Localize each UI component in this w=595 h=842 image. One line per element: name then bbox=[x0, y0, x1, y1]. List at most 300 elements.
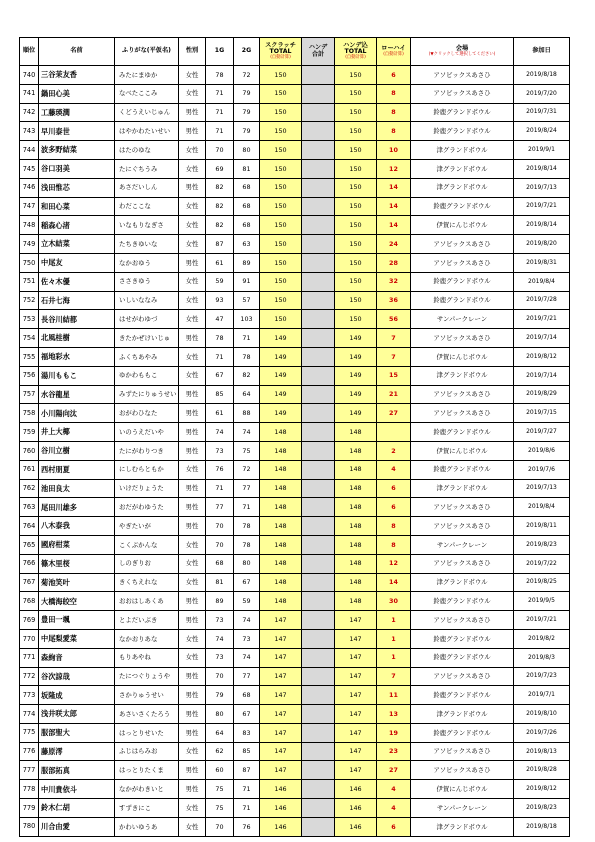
name-cell[interactable]: 浅井咲太郎 bbox=[39, 705, 115, 724]
kana-cell[interactable]: ゆかわももこ bbox=[115, 366, 179, 385]
gender-cell[interactable]: 女性 bbox=[179, 648, 206, 667]
kana-cell[interactable]: たちきゆいな bbox=[115, 235, 179, 254]
handicap-cell[interactable] bbox=[302, 629, 335, 648]
game1-score-cell[interactable]: 89 bbox=[206, 592, 234, 611]
name-cell[interactable]: 服部聖大 bbox=[39, 723, 115, 742]
kana-cell[interactable]: おおはしあくあ bbox=[115, 592, 179, 611]
venue-select[interactable]: 鈴鹿グランドボウル bbox=[411, 197, 514, 216]
venue-select[interactable]: アソビックスあさひ bbox=[411, 329, 514, 348]
date-cell[interactable]: 2019/7/15 bbox=[514, 404, 570, 423]
gender-cell[interactable]: 男性 bbox=[179, 329, 206, 348]
kana-cell[interactable]: みたにまゆか bbox=[115, 66, 179, 85]
gender-cell[interactable]: 女性 bbox=[179, 460, 206, 479]
venue-select[interactable]: 伊賀にんじボウル bbox=[411, 216, 514, 235]
handicap-cell[interactable] bbox=[302, 347, 335, 366]
name-cell[interactable]: 池田良太 bbox=[39, 479, 115, 498]
game1-score-cell[interactable]: 47 bbox=[206, 310, 234, 329]
handicap-cell[interactable] bbox=[302, 498, 335, 517]
venue-select[interactable]: アソビックスあさひ bbox=[411, 761, 514, 780]
gender-cell[interactable]: 男性 bbox=[179, 723, 206, 742]
gender-cell[interactable]: 女性 bbox=[179, 347, 206, 366]
gender-cell[interactable]: 女性 bbox=[179, 742, 206, 761]
game1-score-cell[interactable]: 87 bbox=[206, 235, 234, 254]
gender-cell[interactable]: 男性 bbox=[179, 517, 206, 536]
date-cell[interactable]: 2019/8/12 bbox=[514, 347, 570, 366]
handicap-cell[interactable] bbox=[302, 723, 335, 742]
handicap-cell[interactable] bbox=[302, 385, 335, 404]
venue-select[interactable]: アソビックスあさひ bbox=[411, 554, 514, 573]
game2-score-cell[interactable]: 89 bbox=[234, 253, 260, 272]
venue-select[interactable]: 津グランドボウル bbox=[411, 159, 514, 178]
gender-cell[interactable]: 男性 bbox=[179, 178, 206, 197]
date-cell[interactable]: 2019/8/23 bbox=[514, 535, 570, 554]
game1-score-cell[interactable]: 64 bbox=[206, 723, 234, 742]
game1-score-cell[interactable]: 79 bbox=[206, 686, 234, 705]
venue-select[interactable]: アソビックスあさひ bbox=[411, 404, 514, 423]
venue-select[interactable]: 伊賀にんじボウル bbox=[411, 780, 514, 799]
gender-cell[interactable]: 男性 bbox=[179, 385, 206, 404]
date-cell[interactable]: 2019/7/21 bbox=[514, 197, 570, 216]
name-cell[interactable]: 谷口羽美 bbox=[39, 159, 115, 178]
name-cell[interactable]: 佐々木優 bbox=[39, 272, 115, 291]
gender-cell[interactable]: 男性 bbox=[179, 404, 206, 423]
game2-score-cell[interactable]: 68 bbox=[234, 178, 260, 197]
handicap-cell[interactable] bbox=[302, 441, 335, 460]
kana-cell[interactable]: なかがわきいと bbox=[115, 780, 179, 799]
date-cell[interactable]: 2019/7/23 bbox=[514, 667, 570, 686]
handicap-cell[interactable] bbox=[302, 460, 335, 479]
kana-cell[interactable]: はたのゆな bbox=[115, 141, 179, 160]
kana-cell[interactable]: みずたにりゅうせい bbox=[115, 385, 179, 404]
game1-score-cell[interactable]: 61 bbox=[206, 253, 234, 272]
kana-cell[interactable]: さかりゅうせい bbox=[115, 686, 179, 705]
game2-score-cell[interactable]: 83 bbox=[234, 723, 260, 742]
gender-cell[interactable]: 女性 bbox=[179, 366, 206, 385]
date-cell[interactable]: 2019/8/14 bbox=[514, 216, 570, 235]
game2-score-cell[interactable]: 103 bbox=[234, 310, 260, 329]
gender-cell[interactable]: 男性 bbox=[179, 253, 206, 272]
game1-score-cell[interactable]: 82 bbox=[206, 216, 234, 235]
name-cell[interactable]: 尾田川雄多 bbox=[39, 498, 115, 517]
handicap-cell[interactable] bbox=[302, 479, 335, 498]
kana-cell[interactable]: たにつぐりょうや bbox=[115, 667, 179, 686]
game2-score-cell[interactable]: 63 bbox=[234, 235, 260, 254]
handicap-cell[interactable] bbox=[302, 216, 335, 235]
game2-score-cell[interactable]: 82 bbox=[234, 366, 260, 385]
handicap-cell[interactable] bbox=[302, 799, 335, 818]
name-cell[interactable]: 森絢音 bbox=[39, 648, 115, 667]
name-cell[interactable]: 坂隆成 bbox=[39, 686, 115, 705]
venue-select[interactable]: 鈴鹿グランドボウル bbox=[411, 103, 514, 122]
date-cell[interactable]: 2019/8/13 bbox=[514, 742, 570, 761]
handicap-cell[interactable] bbox=[302, 535, 335, 554]
kana-cell[interactable]: なかおゆう bbox=[115, 253, 179, 272]
date-cell[interactable]: 2019/7/21 bbox=[514, 310, 570, 329]
game2-score-cell[interactable]: 68 bbox=[234, 686, 260, 705]
game2-score-cell[interactable]: 79 bbox=[234, 122, 260, 141]
game2-score-cell[interactable]: 74 bbox=[234, 423, 260, 442]
game2-score-cell[interactable]: 74 bbox=[234, 648, 260, 667]
gender-cell[interactable]: 女性 bbox=[179, 235, 206, 254]
date-cell[interactable]: 2019/7/28 bbox=[514, 291, 570, 310]
handicap-cell[interactable] bbox=[302, 197, 335, 216]
gender-cell[interactable]: 男性 bbox=[179, 479, 206, 498]
venue-select[interactable]: アソビックスあさひ bbox=[411, 517, 514, 536]
game1-score-cell[interactable]: 77 bbox=[206, 498, 234, 517]
name-cell[interactable]: 川合由愛 bbox=[39, 817, 115, 836]
game1-score-cell[interactable]: 73 bbox=[206, 441, 234, 460]
name-cell[interactable]: 石井七海 bbox=[39, 291, 115, 310]
handicap-cell[interactable] bbox=[302, 159, 335, 178]
handicap-cell[interactable] bbox=[302, 780, 335, 799]
game1-score-cell[interactable]: 69 bbox=[206, 159, 234, 178]
gender-cell[interactable]: 女性 bbox=[179, 66, 206, 85]
venue-select[interactable]: 鈴鹿グランドボウル bbox=[411, 272, 514, 291]
gender-cell[interactable]: 女性 bbox=[179, 573, 206, 592]
game2-score-cell[interactable]: 78 bbox=[234, 517, 260, 536]
date-cell[interactable]: 2019/7/27 bbox=[514, 423, 570, 442]
name-cell[interactable]: 中尾友 bbox=[39, 253, 115, 272]
handicap-cell[interactable] bbox=[302, 84, 335, 103]
game1-score-cell[interactable]: 75 bbox=[206, 799, 234, 818]
game1-score-cell[interactable]: 71 bbox=[206, 103, 234, 122]
date-cell[interactable]: 2019/8/31 bbox=[514, 253, 570, 272]
venue-select[interactable]: 津グランドボウル bbox=[411, 817, 514, 836]
game1-score-cell[interactable]: 74 bbox=[206, 629, 234, 648]
name-cell[interactable]: 立木結菜 bbox=[39, 235, 115, 254]
name-cell[interactable]: 浅田惟芯 bbox=[39, 178, 115, 197]
handicap-cell[interactable] bbox=[302, 235, 335, 254]
gender-cell[interactable]: 女性 bbox=[179, 272, 206, 291]
name-cell[interactable]: 豊田一颯 bbox=[39, 611, 115, 630]
handicap-cell[interactable] bbox=[302, 742, 335, 761]
name-cell[interactable]: 中尾梨愛菜 bbox=[39, 629, 115, 648]
kana-cell[interactable]: はっとりたくま bbox=[115, 761, 179, 780]
date-cell[interactable]: 2019/7/6 bbox=[514, 460, 570, 479]
game2-score-cell[interactable]: 80 bbox=[234, 554, 260, 573]
date-cell[interactable]: 2019/8/3 bbox=[514, 648, 570, 667]
kana-cell[interactable]: かわいゆうあ bbox=[115, 817, 179, 836]
handicap-cell[interactable] bbox=[302, 122, 335, 141]
game1-score-cell[interactable]: 73 bbox=[206, 611, 234, 630]
game1-score-cell[interactable]: 62 bbox=[206, 742, 234, 761]
name-cell[interactable]: 和田心菜 bbox=[39, 197, 115, 216]
game2-score-cell[interactable]: 72 bbox=[234, 460, 260, 479]
handicap-cell[interactable] bbox=[302, 329, 335, 348]
game1-score-cell[interactable]: 59 bbox=[206, 272, 234, 291]
handicap-cell[interactable] bbox=[302, 705, 335, 724]
date-cell[interactable]: 2019/8/23 bbox=[514, 799, 570, 818]
kana-cell[interactable]: とよだいぶき bbox=[115, 611, 179, 630]
game2-score-cell[interactable]: 71 bbox=[234, 498, 260, 517]
gender-cell[interactable]: 女性 bbox=[179, 629, 206, 648]
handicap-cell[interactable] bbox=[302, 611, 335, 630]
kana-cell[interactable]: きくちえれな bbox=[115, 573, 179, 592]
gender-cell[interactable]: 男性 bbox=[179, 122, 206, 141]
gender-cell[interactable]: 男性 bbox=[179, 761, 206, 780]
handicap-cell[interactable] bbox=[302, 648, 335, 667]
venue-select[interactable]: 津グランドボウル bbox=[411, 141, 514, 160]
kana-cell[interactable]: いけだりょうた bbox=[115, 479, 179, 498]
game1-score-cell[interactable]: 70 bbox=[206, 817, 234, 836]
kana-cell[interactable]: たにがわりつき bbox=[115, 441, 179, 460]
game1-score-cell[interactable]: 81 bbox=[206, 573, 234, 592]
venue-select[interactable]: 鈴鹿グランドボウル bbox=[411, 592, 514, 611]
handicap-cell[interactable] bbox=[302, 592, 335, 611]
date-cell[interactable]: 2019/8/28 bbox=[514, 761, 570, 780]
game2-score-cell[interactable]: 88 bbox=[234, 404, 260, 423]
date-cell[interactable]: 2019/7/14 bbox=[514, 366, 570, 385]
kana-cell[interactable]: ふじはらみお bbox=[115, 742, 179, 761]
name-cell[interactable]: 稲森心渚 bbox=[39, 216, 115, 235]
name-cell[interactable]: 谷川立樹 bbox=[39, 441, 115, 460]
kana-cell[interactable]: あさだいしん bbox=[115, 178, 179, 197]
venue-select[interactable]: 鈴鹿グランドボウル bbox=[411, 723, 514, 742]
kana-cell[interactable]: なかおりあな bbox=[115, 629, 179, 648]
venue-select[interactable]: 鈴鹿グランドボウル bbox=[411, 122, 514, 141]
game2-score-cell[interactable]: 72 bbox=[234, 66, 260, 85]
venue-select[interactable]: 鈴鹿グランドボウル bbox=[411, 291, 514, 310]
game1-score-cell[interactable]: 82 bbox=[206, 197, 234, 216]
game2-score-cell[interactable]: 80 bbox=[234, 141, 260, 160]
gender-cell[interactable]: 女性 bbox=[179, 817, 206, 836]
gender-cell[interactable]: 男性 bbox=[179, 611, 206, 630]
gender-cell[interactable]: 女性 bbox=[179, 141, 206, 160]
game2-score-cell[interactable]: 77 bbox=[234, 667, 260, 686]
handicap-cell[interactable] bbox=[302, 686, 335, 705]
date-cell[interactable]: 2019/7/26 bbox=[514, 723, 570, 742]
game2-score-cell[interactable]: 57 bbox=[234, 291, 260, 310]
gender-cell[interactable]: 女性 bbox=[179, 310, 206, 329]
venue-select[interactable]: 津グランドボウル bbox=[411, 366, 514, 385]
date-cell[interactable]: 2019/9/1 bbox=[514, 141, 570, 160]
game2-score-cell[interactable]: 77 bbox=[234, 479, 260, 498]
gender-cell[interactable]: 男性 bbox=[179, 592, 206, 611]
date-cell[interactable]: 2019/8/2 bbox=[514, 629, 570, 648]
handicap-cell[interactable] bbox=[302, 253, 335, 272]
name-cell[interactable]: 北風桂樹 bbox=[39, 329, 115, 348]
game1-score-cell[interactable]: 74 bbox=[206, 423, 234, 442]
date-cell[interactable]: 2019/8/29 bbox=[514, 385, 570, 404]
date-cell[interactable]: 2019/8/18 bbox=[514, 817, 570, 836]
kana-cell[interactable]: はやかわたいせい bbox=[115, 122, 179, 141]
handicap-cell[interactable] bbox=[302, 66, 335, 85]
name-cell[interactable]: 三谷茉友香 bbox=[39, 66, 115, 85]
date-cell[interactable]: 2019/8/4 bbox=[514, 498, 570, 517]
game2-score-cell[interactable]: 68 bbox=[234, 216, 260, 235]
game2-score-cell[interactable]: 71 bbox=[234, 329, 260, 348]
venue-select[interactable]: サンパークレーン bbox=[411, 799, 514, 818]
gender-cell[interactable]: 女性 bbox=[179, 535, 206, 554]
game1-score-cell[interactable]: 60 bbox=[206, 761, 234, 780]
game2-score-cell[interactable]: 85 bbox=[234, 742, 260, 761]
venue-select[interactable]: アソビックスあさひ bbox=[411, 253, 514, 272]
game2-score-cell[interactable]: 67 bbox=[234, 573, 260, 592]
kana-cell[interactable]: もりあやね bbox=[115, 648, 179, 667]
venue-select[interactable]: アソビックスあさひ bbox=[411, 66, 514, 85]
game1-score-cell[interactable]: 71 bbox=[206, 479, 234, 498]
date-cell[interactable]: 2019/9/5 bbox=[514, 592, 570, 611]
game1-score-cell[interactable]: 67 bbox=[206, 366, 234, 385]
game1-score-cell[interactable]: 70 bbox=[206, 517, 234, 536]
date-cell[interactable]: 2019/8/12 bbox=[514, 780, 570, 799]
name-cell[interactable]: 藤原澪 bbox=[39, 742, 115, 761]
name-cell[interactable]: 中川貴依斗 bbox=[39, 780, 115, 799]
handicap-cell[interactable] bbox=[302, 141, 335, 160]
kana-cell[interactable]: しのぎりお bbox=[115, 554, 179, 573]
date-cell[interactable]: 2019/7/31 bbox=[514, 103, 570, 122]
name-cell[interactable]: 波多野結菜 bbox=[39, 141, 115, 160]
gender-cell[interactable]: 男性 bbox=[179, 498, 206, 517]
date-cell[interactable]: 2019/8/11 bbox=[514, 517, 570, 536]
gender-cell[interactable]: 男性 bbox=[179, 441, 206, 460]
game1-score-cell[interactable]: 71 bbox=[206, 84, 234, 103]
date-cell[interactable]: 2019/8/24 bbox=[514, 122, 570, 141]
venue-select[interactable]: アソビックスあさひ bbox=[411, 498, 514, 517]
game2-score-cell[interactable]: 71 bbox=[234, 799, 260, 818]
game1-score-cell[interactable]: 61 bbox=[206, 404, 234, 423]
kana-cell[interactable]: いのうえだいや bbox=[115, 423, 179, 442]
gender-cell[interactable]: 女性 bbox=[179, 84, 206, 103]
kana-cell[interactable]: はせがわゆづ bbox=[115, 310, 179, 329]
game1-score-cell[interactable]: 73 bbox=[206, 648, 234, 667]
kana-cell[interactable]: ふくちあやみ bbox=[115, 347, 179, 366]
date-cell[interactable]: 2019/8/25 bbox=[514, 573, 570, 592]
kana-cell[interactable]: いしいななみ bbox=[115, 291, 179, 310]
name-cell[interactable]: 小川陽向汰 bbox=[39, 404, 115, 423]
game1-score-cell[interactable]: 71 bbox=[206, 347, 234, 366]
handicap-cell[interactable] bbox=[302, 423, 335, 442]
date-cell[interactable]: 2019/7/20 bbox=[514, 84, 570, 103]
game2-score-cell[interactable]: 79 bbox=[234, 84, 260, 103]
handicap-cell[interactable] bbox=[302, 667, 335, 686]
kana-cell[interactable]: にしむらともか bbox=[115, 460, 179, 479]
kana-cell[interactable]: すずきにこ bbox=[115, 799, 179, 818]
game1-score-cell[interactable]: 76 bbox=[206, 460, 234, 479]
date-cell[interactable]: 2019/8/10 bbox=[514, 705, 570, 724]
game1-score-cell[interactable]: 70 bbox=[206, 535, 234, 554]
venue-select[interactable]: 津グランドボウル bbox=[411, 573, 514, 592]
gender-cell[interactable]: 女性 bbox=[179, 554, 206, 573]
gender-cell[interactable]: 男性 bbox=[179, 103, 206, 122]
venue-select[interactable]: アソビックスあさひ bbox=[411, 385, 514, 404]
name-cell[interactable]: 服部拓真 bbox=[39, 761, 115, 780]
kana-cell[interactable]: はっとりせいた bbox=[115, 723, 179, 742]
handicap-cell[interactable] bbox=[302, 310, 335, 329]
kana-cell[interactable]: あさいさくたろう bbox=[115, 705, 179, 724]
date-cell[interactable]: 2019/8/20 bbox=[514, 235, 570, 254]
kana-cell[interactable]: いなもりなぎさ bbox=[115, 216, 179, 235]
venue-select[interactable]: アソビックスあさひ bbox=[411, 611, 514, 630]
kana-cell[interactable]: こくぶかんな bbox=[115, 535, 179, 554]
name-cell[interactable]: 井上大椰 bbox=[39, 423, 115, 442]
game2-score-cell[interactable]: 74 bbox=[234, 611, 260, 630]
gender-cell[interactable]: 男性 bbox=[179, 423, 206, 442]
name-cell[interactable]: 湯川ももこ bbox=[39, 366, 115, 385]
name-cell[interactable]: 福地彩水 bbox=[39, 347, 115, 366]
date-cell[interactable]: 2019/7/22 bbox=[514, 554, 570, 573]
name-cell[interactable]: 早川泰世 bbox=[39, 122, 115, 141]
game1-score-cell[interactable]: 70 bbox=[206, 667, 234, 686]
venue-select[interactable]: 津グランドボウル bbox=[411, 705, 514, 724]
name-cell[interactable]: 大橋海皎空 bbox=[39, 592, 115, 611]
gender-cell[interactable]: 女性 bbox=[179, 799, 206, 818]
name-cell[interactable]: 長谷川結都 bbox=[39, 310, 115, 329]
date-cell[interactable]: 2019/7/14 bbox=[514, 329, 570, 348]
name-cell[interactable]: 八木泰我 bbox=[39, 517, 115, 536]
date-cell[interactable]: 2019/8/18 bbox=[514, 66, 570, 85]
venue-select[interactable]: アソビックスあさひ bbox=[411, 667, 514, 686]
name-cell[interactable]: 鍋田心美 bbox=[39, 84, 115, 103]
gender-cell[interactable]: 女性 bbox=[179, 291, 206, 310]
game2-score-cell[interactable]: 78 bbox=[234, 347, 260, 366]
venue-select[interactable]: 鈴鹿グランドボウル bbox=[411, 686, 514, 705]
kana-cell[interactable]: たにぐちうみ bbox=[115, 159, 179, 178]
handicap-cell[interactable] bbox=[302, 178, 335, 197]
kana-cell[interactable]: ささきゆう bbox=[115, 272, 179, 291]
game1-score-cell[interactable]: 93 bbox=[206, 291, 234, 310]
handicap-cell[interactable] bbox=[302, 103, 335, 122]
game2-score-cell[interactable]: 71 bbox=[234, 780, 260, 799]
name-cell[interactable]: 國府柑菜 bbox=[39, 535, 115, 554]
game2-score-cell[interactable]: 73 bbox=[234, 629, 260, 648]
game1-score-cell[interactable]: 78 bbox=[206, 66, 234, 85]
venue-select[interactable]: サンパークレーン bbox=[411, 310, 514, 329]
name-cell[interactable]: 篠木里桜 bbox=[39, 554, 115, 573]
venue-select[interactable]: サンパークレーン bbox=[411, 535, 514, 554]
handicap-cell[interactable] bbox=[302, 291, 335, 310]
game1-score-cell[interactable]: 82 bbox=[206, 178, 234, 197]
handicap-cell[interactable] bbox=[302, 554, 335, 573]
venue-select[interactable]: アソビックスあさひ bbox=[411, 84, 514, 103]
gender-cell[interactable]: 男性 bbox=[179, 780, 206, 799]
name-cell[interactable]: 鈴木仁胡 bbox=[39, 799, 115, 818]
handicap-cell[interactable] bbox=[302, 272, 335, 291]
gender-cell[interactable]: 男性 bbox=[179, 705, 206, 724]
game2-score-cell[interactable]: 68 bbox=[234, 197, 260, 216]
name-cell[interactable]: 谷次諒哉 bbox=[39, 667, 115, 686]
handicap-cell[interactable] bbox=[302, 517, 335, 536]
game2-score-cell[interactable]: 76 bbox=[234, 817, 260, 836]
game2-score-cell[interactable]: 64 bbox=[234, 385, 260, 404]
game2-score-cell[interactable]: 81 bbox=[234, 159, 260, 178]
game2-score-cell[interactable]: 78 bbox=[234, 535, 260, 554]
gender-cell[interactable]: 女性 bbox=[179, 216, 206, 235]
name-cell[interactable]: 工藤瑛潤 bbox=[39, 103, 115, 122]
kana-cell[interactable]: おだがわゆうた bbox=[115, 498, 179, 517]
date-cell[interactable]: 2019/8/4 bbox=[514, 272, 570, 291]
game2-score-cell[interactable]: 87 bbox=[234, 761, 260, 780]
game2-score-cell[interactable]: 79 bbox=[234, 103, 260, 122]
venue-select[interactable]: アソビックスあさひ bbox=[411, 742, 514, 761]
game1-score-cell[interactable]: 80 bbox=[206, 705, 234, 724]
kana-cell[interactable]: やぎたいが bbox=[115, 517, 179, 536]
gender-cell[interactable]: 女性 bbox=[179, 159, 206, 178]
game1-score-cell[interactable]: 78 bbox=[206, 329, 234, 348]
handicap-cell[interactable] bbox=[302, 573, 335, 592]
kana-cell[interactable]: おがわひなた bbox=[115, 404, 179, 423]
venue-select[interactable]: 鈴鹿グランドボウル bbox=[411, 460, 514, 479]
kana-cell[interactable]: きたかぜけいじゅ bbox=[115, 329, 179, 348]
venue-select[interactable]: 伊賀にんじボウル bbox=[411, 347, 514, 366]
venue-select[interactable]: 鈴鹿グランドボウル bbox=[411, 629, 514, 648]
game1-score-cell[interactable]: 75 bbox=[206, 780, 234, 799]
handicap-cell[interactable] bbox=[302, 366, 335, 385]
venue-select[interactable]: 津グランドボウル bbox=[411, 178, 514, 197]
game2-score-cell[interactable]: 75 bbox=[234, 441, 260, 460]
venue-select[interactable]: 鈴鹿グランドボウル bbox=[411, 423, 514, 442]
venue-select[interactable]: 津グランドボウル bbox=[411, 479, 514, 498]
